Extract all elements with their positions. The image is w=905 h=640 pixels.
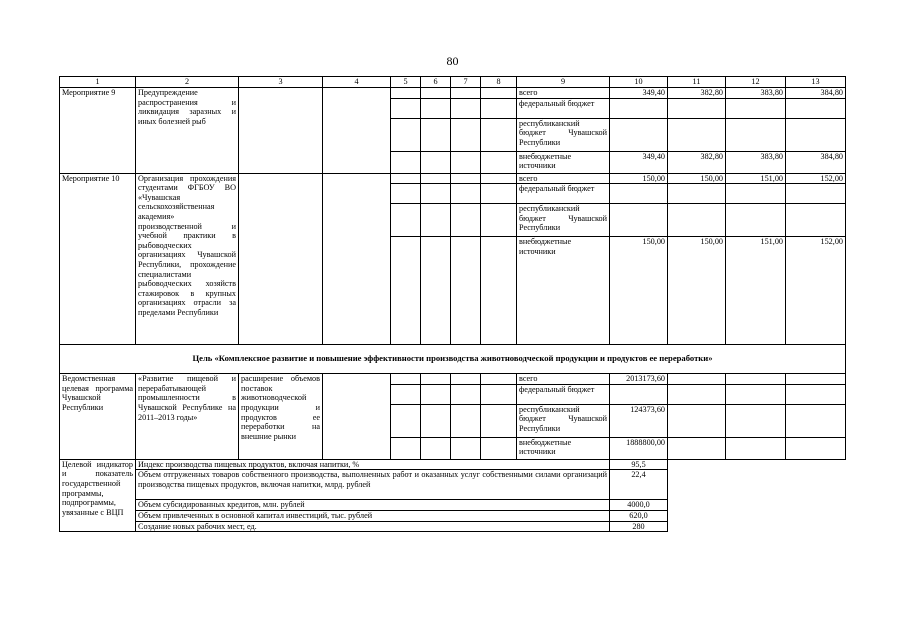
source-offbudget: внебюджетные источники <box>517 151 610 173</box>
value-cell: 383,80 <box>726 88 786 99</box>
col-header: 3 <box>239 77 323 88</box>
source-federal: федеральный бюджет <box>517 384 610 404</box>
vcp-goal: расширение объемов поставок животноводческой продукции и продуктов ее переработки на внешние рынки <box>239 374 323 460</box>
col-header: 6 <box>421 77 451 88</box>
indicators-label: Целевой индикатор и показатель государственной программы, подпрограммы, увязанные с ВЦП <box>60 459 136 531</box>
col-header: 10 <box>610 77 668 88</box>
table-row <box>60 459 846 470</box>
source-total: всего <box>517 88 610 99</box>
source-republic: республиканский бюджет Чувашской Республики <box>517 118 610 151</box>
program-table <box>59 76 846 532</box>
col-header: 8 <box>481 77 517 88</box>
value-cell: 384,80 <box>786 88 846 99</box>
col-header: 11 <box>668 77 726 88</box>
value-cell: 349,40 <box>610 88 668 99</box>
measure-name: Мероприятие 9 <box>60 88 136 174</box>
value-cell: 150,00 <box>610 173 668 184</box>
measure-description: Организация прохождения студентами ФГБОУ ВО «Чувашская сельскохозяйственная академия» производственной и учебной практики в рыбоводческих организациях Чувашской Республики, прохождение специалистами рыбоводческих хозяйств стажировок в крупных организациях отрасли за пределами Республики <box>136 173 239 345</box>
value-cell: 152,00 <box>786 237 846 345</box>
value-cell: 349,40 <box>610 151 668 173</box>
indicator-value: 620,0 <box>610 510 668 521</box>
column-number-row <box>60 77 846 88</box>
source-offbudget: внебюджетные источники <box>517 437 610 459</box>
goal-title: Цель «Комплексное развитие и повышение эффективности производства животноводческой продукции и продуктов ее переработки» <box>60 345 846 374</box>
value-cell: 2013173,60 <box>610 374 668 385</box>
table-row <box>60 88 846 99</box>
indicator-name: Объем отгруженных товаров собственного производства, выполненных работ и оказанных услуг собственными силами организаций производства пищевых продуктов, включая напитки, млрд. рублей <box>136 470 610 500</box>
indicator-name: Объем субсидированных кредитов, млн. рублей <box>136 500 610 511</box>
source-offbudget: внебюджетные источники <box>517 237 610 345</box>
source-republic: республиканский бюджет Чувашской Республики <box>517 204 610 237</box>
value-cell: 124373,60 <box>610 404 668 437</box>
indicator-value: 95,5 <box>610 459 668 470</box>
col-header: 1 <box>60 77 136 88</box>
value-cell: 384,80 <box>786 151 846 173</box>
col-header: 7 <box>451 77 481 88</box>
value-cell: 150,00 <box>668 237 726 345</box>
goal-row <box>60 345 846 374</box>
source-total: всего <box>517 173 610 184</box>
value-cell: 150,00 <box>610 237 668 345</box>
value-cell: 1888800,00 <box>610 437 668 459</box>
value-cell: 151,00 <box>726 173 786 184</box>
source-total: всего <box>517 374 610 385</box>
indicator-value: 22,4 <box>610 470 668 500</box>
col-header: 5 <box>391 77 421 88</box>
value-cell: 382,80 <box>668 88 726 99</box>
col-header: 12 <box>726 77 786 88</box>
table-row <box>60 521 846 532</box>
indicator-value: 4000,0 <box>610 500 668 511</box>
page-number: 80 <box>446 54 459 68</box>
col-header: 4 <box>323 77 391 88</box>
table-row <box>60 374 846 385</box>
indicator-name: Индекс производства пищевых продуктов, включая напитки, % <box>136 459 610 470</box>
indicator-name: Объем привлеченных в основной капитал инвестиций, тыс. рублей <box>136 510 610 521</box>
table-row <box>60 500 846 511</box>
col-header: 2 <box>136 77 239 88</box>
source-federal: федеральный бюджет <box>517 98 610 118</box>
col-header: 13 <box>786 77 846 88</box>
table-row <box>60 470 846 500</box>
source-republic: республиканский бюджет Чувашской Республики <box>517 404 610 437</box>
indicator-name: Создание новых рабочих мест, ед. <box>136 521 610 532</box>
indicator-value: 280 <box>610 521 668 532</box>
value-cell: 383,80 <box>726 151 786 173</box>
source-federal: федеральный бюджет <box>517 184 610 204</box>
table-row <box>60 173 846 184</box>
value-cell: 152,00 <box>786 173 846 184</box>
vcp-name: Ведомственная целевая программа Чувашской Республики <box>60 374 136 460</box>
measure-name: Мероприятие 10 <box>60 173 136 345</box>
measure-description: Предупреждение распространения и ликвидация заразных и иных болезней рыб <box>136 88 239 174</box>
value-cell: 150,00 <box>668 173 726 184</box>
table-row <box>60 510 846 521</box>
value-cell: 151,00 <box>726 237 786 345</box>
vcp-program: «Развитие пищевой и перерабатывающей промышленности в Чувашской Республике на 2011–2013 годы» <box>136 374 239 460</box>
col-header: 9 <box>517 77 610 88</box>
value-cell: 382,80 <box>668 151 726 173</box>
